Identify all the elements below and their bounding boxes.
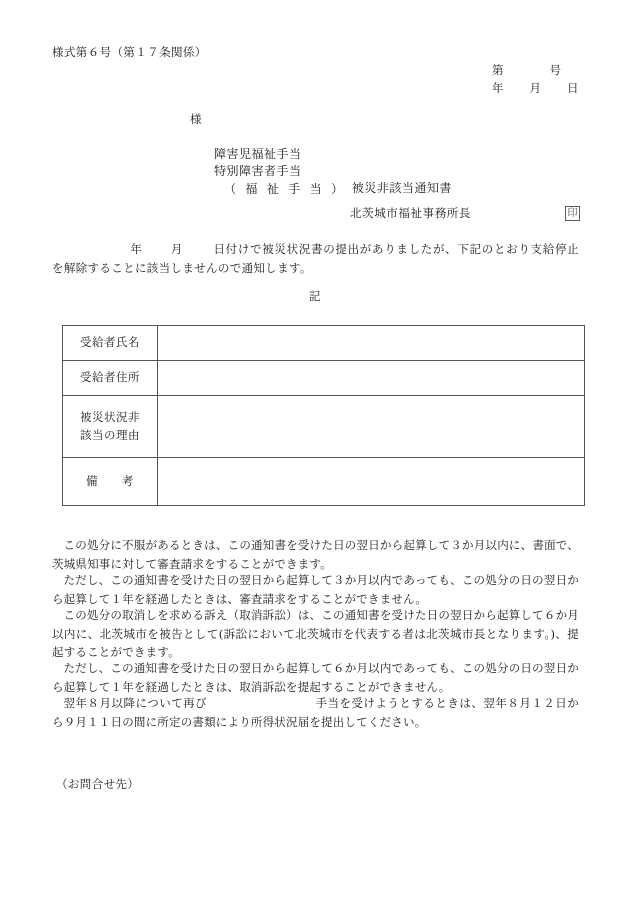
row-value-reason[interactable]: [158, 396, 585, 458]
title-main-text: 被災非該当通知書: [351, 181, 452, 196]
issuer-name: 北茨城市福祉事務所長: [350, 206, 471, 220]
record-heading: 記: [309, 289, 321, 303]
issue-date-field: [492, 80, 579, 98]
notice-litigation: この処分の取消しを求める訴え（取消訴訟）は、この通知書を受けた日の翌日から起算して６か月以内に、北茨城市を被告として(訴訟において北茨城市を代表する者は北茨城市長となります。)、提起することができます。: [52, 608, 579, 660]
allowance-type-2: 特別障害者手当: [214, 164, 302, 179]
addressee-honorific: 様: [190, 112, 202, 126]
table-row: [63, 396, 585, 458]
row-value-recipient-address[interactable]: [158, 361, 585, 396]
document-number-unit: 号: [549, 63, 561, 77]
document-number-field: [492, 62, 561, 80]
seal-icon: 印: [565, 206, 580, 221]
table-row: [63, 361, 585, 396]
allowance-type-1: 障害児福祉手当: [214, 147, 302, 161]
notice-litigation-limit: ただし、この通知書を受けた日の翌日から起算して６か月以内であっても、この処分の日の翌日から起算して１年を経過したときは、取消訴訟を提起することができません。: [52, 661, 579, 694]
notice-appeal: この処分に不服があるときは、この通知書を受けた日の翌日から起算して３か月以内に、書面で、茨城県知事に対して審査請求をすることができます。: [52, 538, 579, 571]
lead-month-label: 月: [170, 242, 184, 256]
date-day-label: 日: [567, 81, 579, 95]
date-month-label: 月: [529, 81, 541, 95]
lead-paragraph: [52, 240, 579, 277]
lead-text: 日付けで被災状況書の提出がありましたが、下記のとおり支給停止を解除することに該当しませんので通知します。: [52, 242, 579, 275]
date-year-label: 年: [492, 81, 504, 95]
allowance-type-3: （ 福 祉 手 当 ）: [224, 181, 346, 196]
document-title: [214, 146, 452, 198]
row-label-recipient-name: 受給者氏名: [63, 326, 158, 361]
issuer-block: [350, 205, 580, 221]
table-row: [63, 326, 585, 361]
notice-renewal: [52, 694, 579, 731]
document-number-label: 第: [492, 63, 504, 77]
row-value-recipient-name[interactable]: [158, 326, 585, 361]
row-label-reason-line2: 該当の理由: [80, 427, 140, 442]
row-label-reason-line1: 被災状況非: [80, 410, 140, 425]
record-table: [62, 325, 585, 506]
notice-renewal-part2: 手当を受けようとするときは、翌年８月１２日から９月１１日の間に所定の書類により所得状況届を提出してください。: [52, 696, 579, 729]
form-number: 様式第６号（第１７条関係）: [52, 45, 207, 59]
notice-renewal-part1: 翌年８月以降について再び: [63, 696, 208, 710]
contact-label: （お問合せ先）: [56, 777, 140, 791]
allowance-type-list: [214, 146, 346, 198]
notice-appeal-limit: ただし、この通知書を受けた日の翌日から起算して３か月以内であっても、この処分の日の翌日から起算して１年を経過したときは、審査請求をすることができません。: [52, 573, 579, 606]
row-label-remarks: 備 考: [63, 458, 158, 506]
lead-year-label: 年: [130, 242, 143, 256]
row-value-remarks[interactable]: [158, 458, 585, 506]
row-label-recipient-address: 受給者住所: [63, 361, 158, 396]
row-label-reason: [63, 396, 158, 458]
table-row: [63, 458, 585, 506]
